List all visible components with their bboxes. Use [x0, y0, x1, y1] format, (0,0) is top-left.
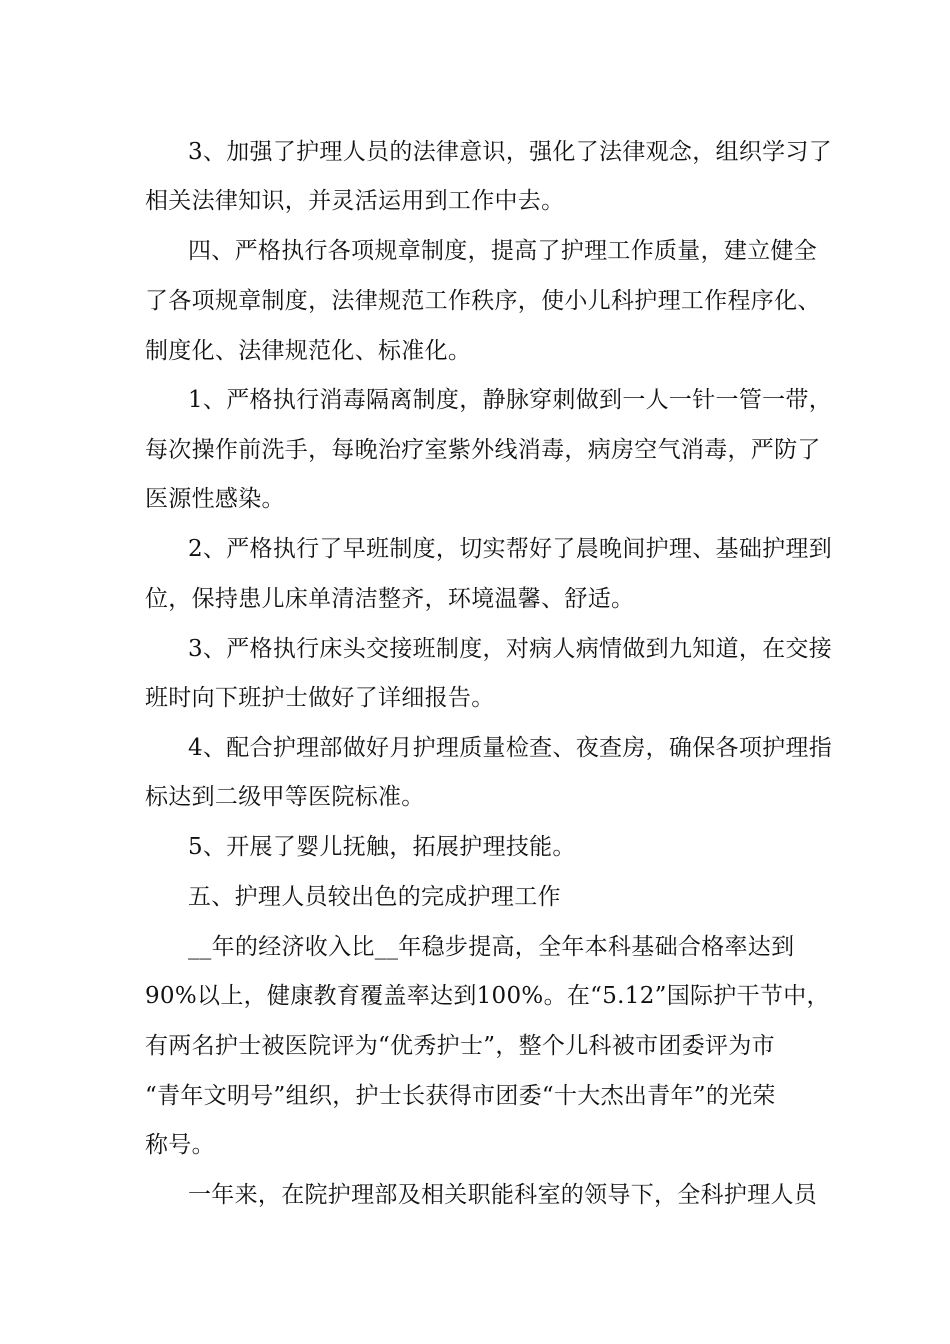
text-line-21: 称号。: [145, 1132, 215, 1158]
text-line-20: “青年文明号”组织，护士长获得市团委“十大杰出青年”的光荣: [145, 1083, 776, 1109]
text-line-8: 医源性感染。: [145, 486, 285, 512]
text-line-9: 2、严格执行了早班制度，切实帮好了晨晚间护理、基础护理到: [188, 536, 833, 562]
text-line-15: 5、开展了婴儿抚触，拓展护理技能。: [188, 834, 576, 860]
text-line-11: 3、严格执行床头交接班制度，对病人病情做到九知道，在交接: [188, 636, 833, 662]
text-line-14: 标达到二级甲等医院标准。: [145, 784, 425, 810]
text-line-4: 了各项规章制度，法律规范工作秩序，使小儿科护理工作程序化、: [145, 288, 821, 314]
text-line-17: __年的经济收入比__年稳步提高，全年本科基础合格率达到: [188, 934, 795, 960]
text-line-2: 相关法律知识，并灵活运用到工作中去。: [145, 188, 565, 214]
text-line-7: 每次操作前洗手，每晚治疗室紫外线消毒，病房空气消毒，严防了: [145, 437, 821, 463]
text-line-10: 位，保持患儿床单清洁整齐，环境温馨、舒适。: [145, 586, 635, 612]
text-line-13: 4、配合护理部做好月护理质量检查、夜查房，确保各项护理指: [188, 735, 833, 761]
text-line-6: 1、严格执行消毒隔离制度，静脉穿刺做到一人一针一管一带，: [188, 387, 833, 413]
text-line-18: 90%以上，健康教育覆盖率达到100%。在“5.12”国际护干节中，: [145, 983, 830, 1009]
text-line-5: 制度化、法律规范化、标准化。: [145, 338, 472, 364]
text-line-19: 有两名护士被医院评为“优秀护士”，整个儿科被市团委评为市: [145, 1033, 775, 1059]
text-line-1: 3、加强了护理人员的法律意识，强化了法律观念，组织学习了: [188, 139, 833, 165]
text-line-22: 一年来，在院护理部及相关职能科室的领导下，全科护理人员: [188, 1182, 818, 1208]
text-line-16: 五、护理人员较出色的完成护理工作: [188, 884, 561, 910]
text-line-12: 班时向下班护士做好了详细报告。: [145, 685, 495, 711]
text-line-3: 四、严格执行各项规章制度，提高了护理工作质量，建立健全: [188, 238, 818, 264]
